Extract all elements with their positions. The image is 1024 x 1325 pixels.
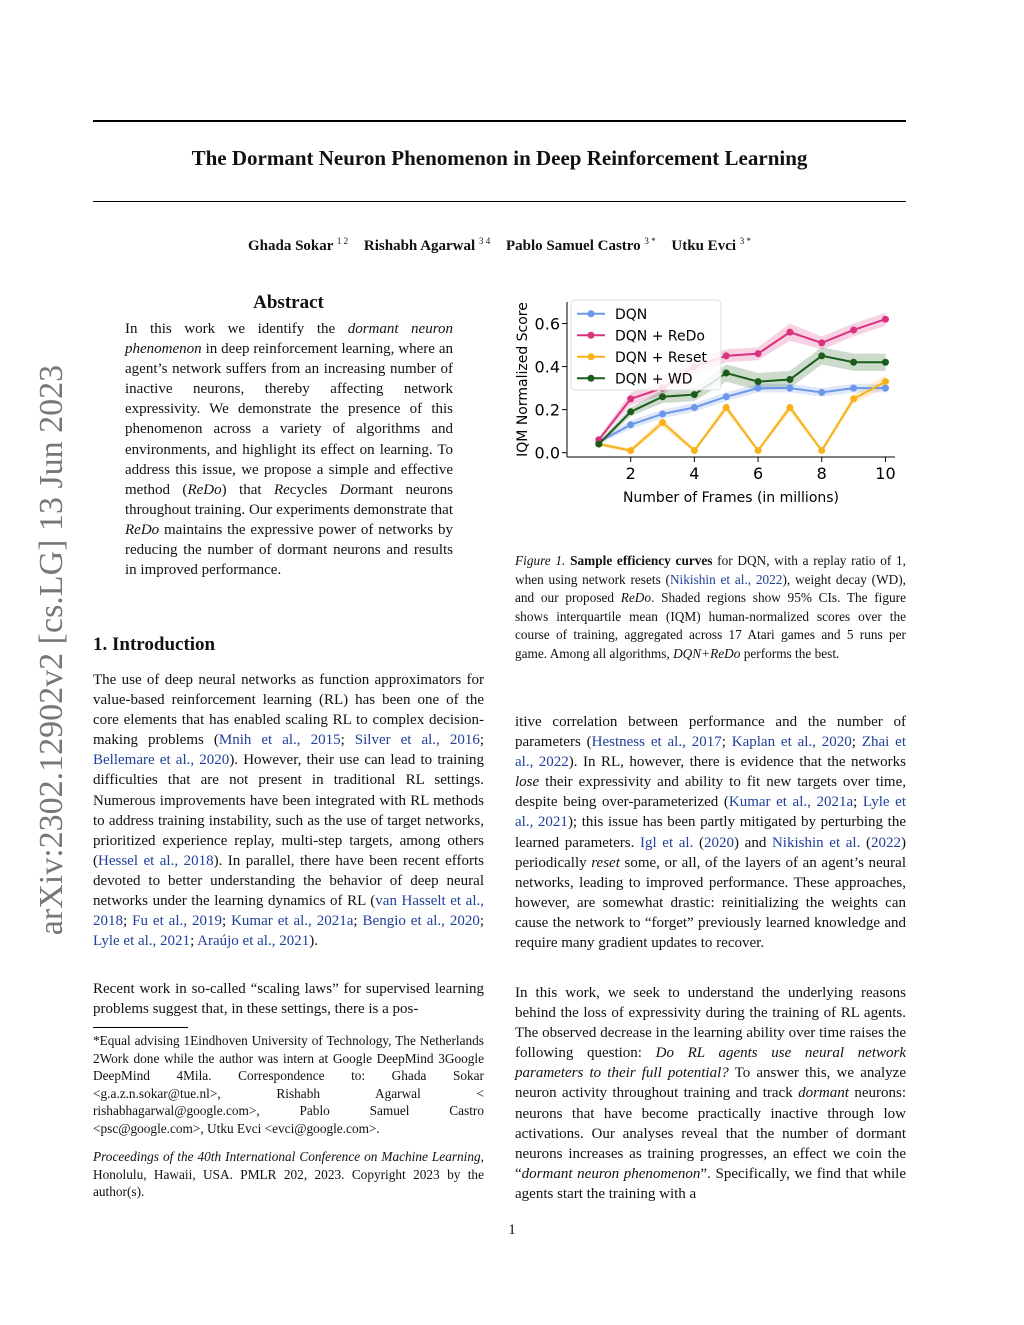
author: Ghada Sokar $^{1 2}$ bbox=[247, 236, 349, 254]
citation-link[interactable]: Lyle et al., 2021 bbox=[515, 794, 906, 831]
citation-link[interactable]: 2022 bbox=[871, 834, 901, 851]
x-tick-label: 6 bbox=[752, 464, 764, 483]
author: Utku Evci $^{3 *}$ bbox=[671, 236, 752, 254]
citation-link[interactable]: van Hasselt et al., 2018 bbox=[93, 893, 485, 930]
title-rule bbox=[93, 201, 906, 202]
footnote-text: *Equal advising 1Eindhoven University of Technology, The Netherlands 2Work done while the author was intern at Google DeepMind 3Google DeepMind 4Mila. Correspondence to: Ghada Sokar <g.a.z.n.sokar@tue.nl>, Rishabh Agarwal < rishabhagarwal@google.com>, Pablo Samuel Castro <psc@google.com>, Utku Evci <evci@google.com>. bbox=[93, 1033, 484, 1136]
data-point bbox=[723, 393, 730, 400]
citation-link[interactable]: Bengio et al., 2020 bbox=[362, 913, 480, 930]
citation-link[interactable]: 2020 bbox=[704, 834, 735, 851]
data-point bbox=[786, 376, 793, 383]
data-point bbox=[691, 391, 698, 398]
citation-link[interactable]: Hessel et al., 2018 bbox=[98, 852, 214, 869]
citation-link[interactable]: Nikishin et al., 2022 bbox=[669, 571, 783, 587]
data-point bbox=[755, 447, 762, 454]
abstract-text: In this work we identify the dormant neuron phenomenon in deep reinforcement learning, where an agent’s network suffers from an increasing number of inactive neurons, thereby affecting network expressivity. We demonstrate the presence of this phenomenon across a variety of algorithms and environments, and highlight its effect on learning. To address this issue, we propose a simple and effective method (ReDo) that Recycles Dormant neurons throughout training. Our experiments demonstrate that ReDo maintains the expressive power of networks by reducing the number of dormant neurons and results in improved performance. bbox=[125, 321, 453, 579]
y-axis-label: IQM Normalized Score bbox=[515, 302, 531, 457]
x-axis-label: Number of Frames (in millions) bbox=[622, 490, 840, 506]
data-point bbox=[850, 395, 857, 402]
citation-link[interactable]: Nikishin et al. bbox=[771, 834, 861, 851]
data-point bbox=[818, 352, 825, 359]
legend-label: DQN + ReDo bbox=[615, 328, 705, 345]
citation-link[interactable]: Kaplan et al., 2020 bbox=[731, 734, 852, 751]
abstract-heading: Abstract bbox=[253, 292, 324, 313]
chart-svg bbox=[515, 290, 906, 515]
data-point bbox=[786, 404, 793, 411]
y-tick-label: 0.6 bbox=[534, 314, 560, 334]
legend-label: DQN + Reset bbox=[615, 349, 708, 366]
right-paragraph-2: In this work, we seek to understand the underlying reasons behind the loss of expressivity during the training of RL agents. The observed decrease in the learning ability over time raises the following question: Do RL agents use neural network parameters to their full potential? To answer this, we analyze neuron activity throughout training and track dormant neurons: neurons that have become practically inactive through low activations. Our analyses reveal that the number of dormant neurons increases as training progresses, an effect we coin the “dormant neuron phenomenon”. Specifically, we find that while agents start the training with a bbox=[515, 985, 907, 1202]
x-tick-label: 10 bbox=[875, 464, 896, 483]
data-point bbox=[659, 393, 666, 400]
author-list bbox=[93, 236, 906, 255]
data-point bbox=[627, 408, 634, 415]
data-point bbox=[882, 378, 889, 385]
proceedings-note: Proceedings of the 40th International Conference on Machine Learning, Honolulu, Hawaii, USA. PMLR 202, 2023. Copyright 2023 by the author(s). bbox=[93, 1149, 484, 1199]
data-point bbox=[850, 385, 857, 392]
page-number: 1 bbox=[508, 1222, 516, 1238]
x-tick-label: 2 bbox=[625, 464, 636, 483]
data-point bbox=[627, 395, 634, 402]
data-point bbox=[723, 352, 730, 359]
citation-link[interactable]: Lyle et al., 2021 bbox=[93, 933, 191, 950]
citation-link[interactable]: Igl et al. bbox=[639, 834, 694, 851]
data-point bbox=[818, 389, 825, 396]
data-point bbox=[818, 339, 825, 346]
x-tick-label: 4 bbox=[689, 464, 700, 483]
data-point bbox=[786, 385, 793, 392]
citation-link[interactable]: Mnih et al., 2015 bbox=[218, 732, 341, 749]
data-point bbox=[850, 326, 857, 333]
data-point bbox=[755, 378, 762, 385]
data-point bbox=[691, 404, 698, 411]
citation-link[interactable]: Araújo et al., 2021 bbox=[197, 933, 310, 950]
citation-link[interactable]: Silver et al., 2016 bbox=[354, 732, 480, 749]
citation-link[interactable]: Fu et al., 2019 bbox=[132, 913, 222, 930]
data-point bbox=[818, 447, 825, 454]
citation-link[interactable]: Bellemare et al., 2020 bbox=[93, 752, 230, 769]
data-point bbox=[627, 421, 634, 428]
data-point bbox=[659, 419, 666, 426]
right-paragraph-1: itive correlation between performance and the number of parameters (Hestness et al., 2017; Kaplan et al., 2020; Zhai et al., 2022). In RL, however, there is evidence that the networks lose their expressivity and ability to fit new targets over time, despite being over-parameterized (Kumar et al., 2021a; Lyle et al., 2021); this issue has been partly mitigated by perturbing the learned parameters. Igl et al. (2020) and Nikishin et al. (2022) periodically reset some, or all, of the layers of an agent’s neural networks, leading to improved performance. These approaches, however, are somewhat drastic: reinitializing the weights can cause the network to “forget” previously learned knowledge and require many gradient updates to recover. bbox=[515, 714, 907, 952]
legend-swatch-marker bbox=[588, 332, 595, 339]
introduction-heading: 1. Introduction bbox=[93, 634, 216, 655]
author: Rishabh Agarwal $^{3 4}$ bbox=[363, 236, 491, 254]
data-point bbox=[882, 359, 889, 366]
author: Pablo Samuel Castro $^{3 *}$ bbox=[505, 236, 656, 254]
citation-link[interactable]: Kumar et al., 2021a bbox=[728, 794, 854, 811]
citation-link[interactable]: Hestness et al., 2017 bbox=[591, 734, 722, 751]
x-tick-label: 8 bbox=[816, 464, 827, 483]
data-point bbox=[882, 316, 889, 323]
figure-caption: Figure 1. Sample efficiency curves for DQN, with a replay ratio of 1, when using network resets (Nikishin et al., 2022), weight decay (WD), and our proposed ReDo. Shaded regions show 95% CIs. The figure shows interquartile mean (IQM) human-normalized scores over the course of training, aggregated across 17 Atari games and 5 runs per game. Among all algorithms, DQN+ReDo performs the best. bbox=[515, 553, 907, 661]
y-tick-label: 0.2 bbox=[534, 400, 560, 420]
data-point bbox=[786, 329, 793, 336]
footnote-rule bbox=[93, 1027, 188, 1028]
arxiv-watermark: arXiv:2302.12902v2 [cs.LG] 13 Jun 2023 bbox=[33, 364, 70, 936]
data-point bbox=[850, 359, 857, 366]
data-point bbox=[595, 441, 602, 448]
data-point bbox=[882, 385, 889, 392]
legend-label: DQN bbox=[615, 306, 648, 323]
data-point bbox=[755, 385, 762, 392]
y-tick-label: 0.4 bbox=[534, 357, 560, 377]
legend-swatch-marker bbox=[588, 310, 595, 317]
sample-efficiency-chart bbox=[515, 290, 906, 515]
data-point bbox=[723, 404, 730, 411]
intro-paragraph-1: The use of deep neural networks as function approximators for value-based reinforcement learning (RL) has been one of the core elements that has enabled scaling RL to complex decision-making problems (Mnih et al., 2015; Silver et al., 2016; Bellemare et al., 2020). However, their use can lead to training difficulties that are not present in traditional RL settings. Numerous improvements have been integrated with RL methods to address training instability, such as the use of target networks, prioritized experience replay, multi-step targets, among others (Hessel et al., 2018). In parallel, there have been recent efforts devoted to better understanding the behavior of deep neural networks under the learning dynamics of RL (van Hasselt et al., 2018; Fu et al., 2019; Kumar et al., 2021a; Bengio et al., 2020; Lyle et al., 2021; Araújo et al., 2021). bbox=[93, 672, 485, 950]
paper-title: The Dormant Neuron Phenomenon in Deep Reinforcement Learning bbox=[191, 146, 808, 170]
intro-paragraph-2: Recent work in so-called “scaling laws” for supervised learning problems suggest that, in these settings, there is a pos- bbox=[93, 981, 484, 1018]
y-tick-label: 0.0 bbox=[534, 443, 560, 463]
data-point bbox=[755, 350, 762, 357]
data-point bbox=[627, 447, 634, 454]
citation-link[interactable]: Zhai et al., 2022 bbox=[515, 734, 906, 771]
data-point bbox=[659, 410, 666, 417]
top-rule bbox=[93, 120, 906, 122]
data-point bbox=[723, 370, 730, 377]
citation-link[interactable]: Kumar et al., 2021a bbox=[231, 913, 354, 930]
legend-swatch-marker bbox=[588, 353, 595, 360]
data-point bbox=[691, 447, 698, 454]
legend-label: DQN + WD bbox=[615, 371, 693, 388]
legend-swatch-marker bbox=[588, 375, 595, 382]
